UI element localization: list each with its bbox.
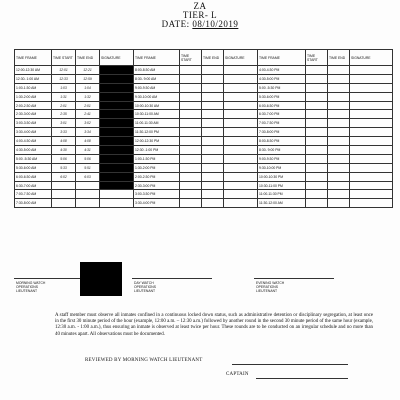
- time-frame-cell: 11:30-12:00 AM: [258, 199, 306, 208]
- time-frame-cell: 3:30-4:00 AM: [15, 128, 52, 137]
- time-start-cell: 12:33: [52, 74, 76, 83]
- date-label: DATE:: [161, 19, 190, 29]
- signature-cell: [224, 146, 258, 155]
- time-end-cell: 1:04: [76, 83, 100, 92]
- date-value: 08/10/2019: [192, 19, 239, 29]
- signature-cell: [350, 83, 393, 92]
- signature-cell: [350, 92, 393, 101]
- time-end-cell: [328, 74, 350, 83]
- time-frame-cell: 4:00-4:30 PM: [258, 66, 306, 75]
- table-row: [15, 137, 393, 146]
- time-end-cell: 4:08: [76, 137, 100, 146]
- time-frame-cell: 5:30-6:00 AM: [15, 163, 52, 172]
- time-start-cell: 6:02: [52, 172, 76, 181]
- time-end-cell: [328, 163, 350, 172]
- table-row: [15, 83, 393, 92]
- time-start-cell: [180, 74, 202, 83]
- time-end-cell: [202, 181, 224, 190]
- time-frame-cell: 9:30-10:00 AM: [134, 92, 180, 101]
- time-frame-cell: 7:30-8:00 AM: [15, 199, 52, 208]
- time-frame-cell: 12:00-12:30 PM: [134, 137, 180, 146]
- time-frame-cell: 6:30-7:00 AM: [15, 181, 52, 190]
- signature-cell: [350, 74, 393, 83]
- time-start-cell: [306, 128, 328, 137]
- time-frame-cell: 9:00-9:30 AM: [134, 83, 180, 92]
- time-end-cell: 5:51: [76, 163, 100, 172]
- signature-cell: [100, 110, 134, 119]
- time-end-cell: [328, 83, 350, 92]
- time-end-cell: [202, 83, 224, 92]
- time-frame-cell: 9:00-9:30 PM: [258, 154, 306, 163]
- signature-cell: [224, 101, 258, 110]
- time-end-cell: [202, 128, 224, 137]
- signature-cell: [224, 110, 258, 119]
- header-cell: SIGNATURE: [224, 50, 258, 66]
- time-end-cell: 5:06: [76, 154, 100, 163]
- header-cell: TIME START: [180, 50, 202, 66]
- table-row: [15, 146, 393, 155]
- time-end-cell: 3:34: [76, 128, 100, 137]
- time-end-cell: [202, 92, 224, 101]
- time-frame-cell: 2:30-3:00 PM: [134, 181, 180, 190]
- header-cell: SIGNATURE: [100, 50, 134, 66]
- signature-label: OPERATIONS: [16, 285, 38, 289]
- signature-cell: [100, 74, 134, 83]
- time-end-cell: [328, 172, 350, 181]
- signature-cell: [100, 128, 134, 137]
- tier-title: TIER- L: [182, 10, 218, 20]
- signature-cell: [350, 172, 393, 181]
- time-start-cell: [180, 83, 202, 92]
- time-end-cell: 1:32: [76, 92, 100, 101]
- table-row: [15, 101, 393, 110]
- table-row: [15, 190, 393, 199]
- time-frame-cell: 10:30-11:00 PM: [258, 181, 306, 190]
- time-start-cell: [306, 181, 328, 190]
- time-end-cell: 12:59: [76, 74, 100, 83]
- time-frame-cell: 11:30-12:00 PM: [134, 128, 180, 137]
- time-end-cell: [328, 181, 350, 190]
- time-start-cell: 5:33: [52, 163, 76, 172]
- time-frame-cell: 10:30-11:00 AM: [134, 110, 180, 119]
- time-end-cell: [328, 66, 350, 75]
- time-start-cell: [306, 74, 328, 83]
- time-frame-cell: 6:00-6:30 PM: [258, 101, 306, 110]
- signature-cell: [224, 92, 258, 101]
- table-row: [15, 154, 393, 163]
- table-row: [15, 119, 393, 128]
- signature-cell: [350, 146, 393, 155]
- time-frame-cell: 2:00-2:30 AM: [15, 101, 52, 110]
- signature-cell: [350, 128, 393, 137]
- time-start-cell: [180, 101, 202, 110]
- signature-cell: [350, 181, 393, 190]
- table-row: [15, 172, 393, 181]
- morning-watch-signature: [14, 278, 80, 300]
- time-start-cell: 5:06: [52, 154, 76, 163]
- table-body: [15, 66, 393, 208]
- time-frame-cell: 3:00-3:30 AM: [15, 119, 52, 128]
- time-start-cell: 2:35: [52, 110, 76, 119]
- time-start-cell: [306, 110, 328, 119]
- signature-cell: [100, 181, 134, 190]
- time-end-cell: 4:31: [76, 146, 100, 155]
- header-cell: TIME FRAME: [258, 50, 306, 66]
- time-start-cell: [180, 154, 202, 163]
- header-cell: TIME FRAME: [134, 50, 180, 66]
- time-end-cell: [328, 199, 350, 208]
- signature-label: LIEUTENANT: [256, 289, 278, 293]
- signature-cell: [350, 119, 393, 128]
- time-end-cell: [328, 119, 350, 128]
- time-start-cell: 4:30: [52, 146, 76, 155]
- signature-cell: [350, 199, 393, 208]
- signature-label: OPERATIONS: [256, 285, 278, 289]
- time-start-cell: [306, 66, 328, 75]
- signature-label: EVENING WATCH: [256, 281, 285, 285]
- time-start-cell: 1:03: [52, 83, 76, 92]
- time-start-cell: 4:08: [52, 137, 76, 146]
- reviewed-by-signature-line: [232, 364, 348, 365]
- time-end-cell: [328, 101, 350, 110]
- header-cell: TIME END: [328, 50, 350, 66]
- time-frame-cell: 7:00-7:30 AM: [15, 190, 52, 199]
- time-end-cell: 2:41: [76, 110, 100, 119]
- time-end-cell: [202, 101, 224, 110]
- signature-cell: [100, 154, 134, 163]
- header-cell: SIGNATURE: [350, 50, 393, 66]
- time-start-cell: [306, 163, 328, 172]
- table-header-row: [15, 50, 393, 66]
- time-start-cell: [180, 128, 202, 137]
- time-start-cell: [180, 119, 202, 128]
- time-start-cell: [306, 83, 328, 92]
- day-watch-signature: [132, 278, 212, 300]
- time-end-cell: [202, 146, 224, 155]
- time-end-cell: [202, 74, 224, 83]
- time-frame-cell: 8:30- 9:00 PM: [258, 146, 306, 155]
- header-cell: TIME END: [202, 50, 224, 66]
- time-frame-cell: 12:30- 1:00 AM: [15, 74, 52, 83]
- time-end-cell: 12:21: [76, 66, 100, 75]
- time-frame-cell: 2:00-2:30 PM: [134, 172, 180, 181]
- header-cell: TIME FRAME: [15, 50, 52, 66]
- time-start-cell: [306, 101, 328, 110]
- signature-label: OPERATIONS: [134, 285, 156, 289]
- time-start-cell: [180, 199, 202, 208]
- time-end-cell: 6:03: [76, 172, 100, 181]
- time-end-cell: [202, 199, 224, 208]
- time-start-cell: [180, 163, 202, 172]
- table-row: [15, 92, 393, 101]
- signature-cell: [100, 172, 134, 181]
- time-start-cell: [306, 92, 328, 101]
- time-frame-cell: 8:30- 9:00 AM: [134, 74, 180, 83]
- signature-cell: [224, 199, 258, 208]
- time-frame-cell: 3:30-4:00 PM: [134, 199, 180, 208]
- reviewed-by-label: REVIEWED BY MORNING WATCH LIEUTENANT: [85, 358, 203, 363]
- redaction-bar: [80, 262, 122, 296]
- time-start-cell: 1:31: [52, 92, 76, 101]
- signature-cell: [100, 119, 134, 128]
- unit-title: ZA: [193, 1, 207, 11]
- time-end-cell: [328, 92, 350, 101]
- time-end-cell: [202, 137, 224, 146]
- round-log-table: [14, 49, 393, 208]
- header-cell: TIME START: [306, 50, 328, 66]
- time-start-cell: [306, 190, 328, 199]
- time-end-cell: [202, 172, 224, 181]
- signature-cell: [350, 190, 393, 199]
- signature-label: LIEUTENANT: [16, 289, 38, 293]
- time-end-cell: [328, 154, 350, 163]
- time-end-cell: [328, 110, 350, 119]
- time-end-cell: 2:01: [76, 101, 100, 110]
- time-start-cell: [180, 190, 202, 199]
- signature-cell: [224, 137, 258, 146]
- time-start-cell: [180, 66, 202, 75]
- header-cell: TIME START: [52, 50, 76, 66]
- time-end-cell: [76, 199, 100, 208]
- signature-cell: [100, 83, 134, 92]
- signature-cell: [224, 163, 258, 172]
- time-start-cell: 2:01: [52, 101, 76, 110]
- time-end-cell: [76, 190, 100, 199]
- time-end-cell: [328, 146, 350, 155]
- signature-cell: [224, 172, 258, 181]
- captain-label: CAPTAIN: [226, 372, 249, 377]
- signature-cell: [224, 154, 258, 163]
- signature-cell: [100, 190, 134, 199]
- time-frame-cell: 4:30-5:00 PM: [258, 74, 306, 83]
- signature-label: MORNING WATCH: [16, 281, 46, 285]
- time-end-cell: [202, 154, 224, 163]
- time-end-cell: [202, 119, 224, 128]
- signature-cell: [224, 190, 258, 199]
- signature-cell: [224, 83, 258, 92]
- time-frame-cell: 8:00-8:30 PM: [258, 137, 306, 146]
- time-frame-cell: 5:00 -5:30 PM: [258, 83, 306, 92]
- time-start-cell: 3:33: [52, 128, 76, 137]
- signature-cell: [350, 66, 393, 75]
- time-frame-cell: 7:30-8:00 PM: [258, 128, 306, 137]
- time-frame-cell: 1:30-2:00 AM: [15, 92, 52, 101]
- signature-cell: [350, 101, 393, 110]
- signature-cell: [350, 154, 393, 163]
- evening-watch-signature: [254, 278, 334, 300]
- time-frame-cell: 12:30 -1:00 PM: [134, 146, 180, 155]
- time-start-cell: [180, 172, 202, 181]
- time-end-cell: [202, 190, 224, 199]
- time-start-cell: [180, 146, 202, 155]
- header-cell: TIME END: [76, 50, 100, 66]
- time-start-cell: [52, 190, 76, 199]
- time-start-cell: [306, 137, 328, 146]
- observation-policy-note: A staff member must observe all inmates confined in a continuous locked down status, such as administrative detention or disciplinary segregation, at least once in the first 30 minute period of the hour (example, 12:00 a.m. – 12:30 a.m.) followed by another round in the second 30 minute period of the same hour (example, 12:30 a.m. - 1:00 a.m.), thus ensuring an inmate is observed at least twice per hour. These rounds are to be conducted on an irregular schedule and no more than 40 minutes apart. All observations must be documented.: [55, 313, 373, 337]
- signature-cell: [100, 66, 134, 75]
- table-row: [15, 110, 393, 119]
- signature-cell: [350, 163, 393, 172]
- time-start-cell: [306, 172, 328, 181]
- time-frame-cell: 8:00-8:30 AM: [134, 66, 180, 75]
- time-start-cell: [52, 181, 76, 190]
- signature-cell: [100, 92, 134, 101]
- table-row: [15, 163, 393, 172]
- time-start-cell: [306, 154, 328, 163]
- time-frame-cell: 5:00 -5:30 AM: [15, 154, 52, 163]
- time-frame-cell: 3:00-3:30 PM: [134, 190, 180, 199]
- time-frame-cell: 5:30-6:00 PM: [258, 92, 306, 101]
- time-end-cell: [202, 110, 224, 119]
- signature-cell: [100, 101, 134, 110]
- time-start-cell: [52, 199, 76, 208]
- table-row: [15, 128, 393, 137]
- signature-cell: [224, 66, 258, 75]
- time-frame-cell: 6:00-6:30 AM: [15, 172, 52, 181]
- time-frame-cell: 11:00-11:30 PM: [258, 190, 306, 199]
- table-row: [15, 181, 393, 190]
- time-start-cell: 12:01: [52, 66, 76, 75]
- time-frame-cell: 4:00-4:30 AM: [15, 137, 52, 146]
- signature-cell: [350, 137, 393, 146]
- time-frame-cell: 4:30-5:00 AM: [15, 146, 52, 155]
- time-start-cell: [180, 92, 202, 101]
- time-end-cell: [76, 181, 100, 190]
- time-start-cell: [180, 181, 202, 190]
- date-line: [0, 20, 400, 29]
- signature-cell: [224, 181, 258, 190]
- signature-cell: [224, 74, 258, 83]
- time-start-cell: [306, 119, 328, 128]
- time-end-cell: [328, 137, 350, 146]
- time-end-cell: [202, 66, 224, 75]
- signature-cell: [100, 137, 134, 146]
- time-frame-cell: 2:30-3:00 AM: [15, 110, 52, 119]
- captain-signature-line: [256, 378, 348, 379]
- time-start-cell: [306, 199, 328, 208]
- header: [0, 2, 400, 29]
- time-frame-cell: 6:30-7:00 PM: [258, 110, 306, 119]
- time-frame-cell: 10:00-10:30 PM: [258, 172, 306, 181]
- table-row: [15, 66, 393, 75]
- signature-cell: [100, 199, 134, 208]
- table-row: [15, 74, 393, 83]
- time-start-cell: [180, 110, 202, 119]
- time-frame-cell: 12:00-12:30 AM: [15, 66, 52, 75]
- time-end-cell: [202, 163, 224, 172]
- time-frame-cell: 7:00-7:30 PM: [258, 119, 306, 128]
- time-end-cell: [328, 128, 350, 137]
- table-row: [15, 199, 393, 208]
- signature-cell: [100, 163, 134, 172]
- signature-cell: [100, 146, 134, 155]
- time-end-cell: 3:02: [76, 119, 100, 128]
- time-start-cell: [180, 137, 202, 146]
- signature-cell: [224, 128, 258, 137]
- signature-cell: [224, 119, 258, 128]
- signature-cell: [350, 110, 393, 119]
- time-start-cell: 3:01: [52, 119, 76, 128]
- time-frame-cell: 11:00-11:30 AM: [134, 119, 180, 128]
- time-frame-cell: 10:00-10:30 AM: [134, 101, 180, 110]
- time-frame-cell: 1:00-1:30 AM: [15, 83, 52, 92]
- signature-label: DAY WATCH: [134, 281, 154, 285]
- time-frame-cell: 9:30-10:00 PM: [258, 163, 306, 172]
- time-start-cell: [306, 146, 328, 155]
- signature-label: LIEUTENANT: [134, 289, 156, 293]
- time-end-cell: [328, 190, 350, 199]
- time-frame-cell: 1:30-2:00 PM: [134, 163, 180, 172]
- time-frame-cell: 1:00-1:30 PM: [134, 154, 180, 163]
